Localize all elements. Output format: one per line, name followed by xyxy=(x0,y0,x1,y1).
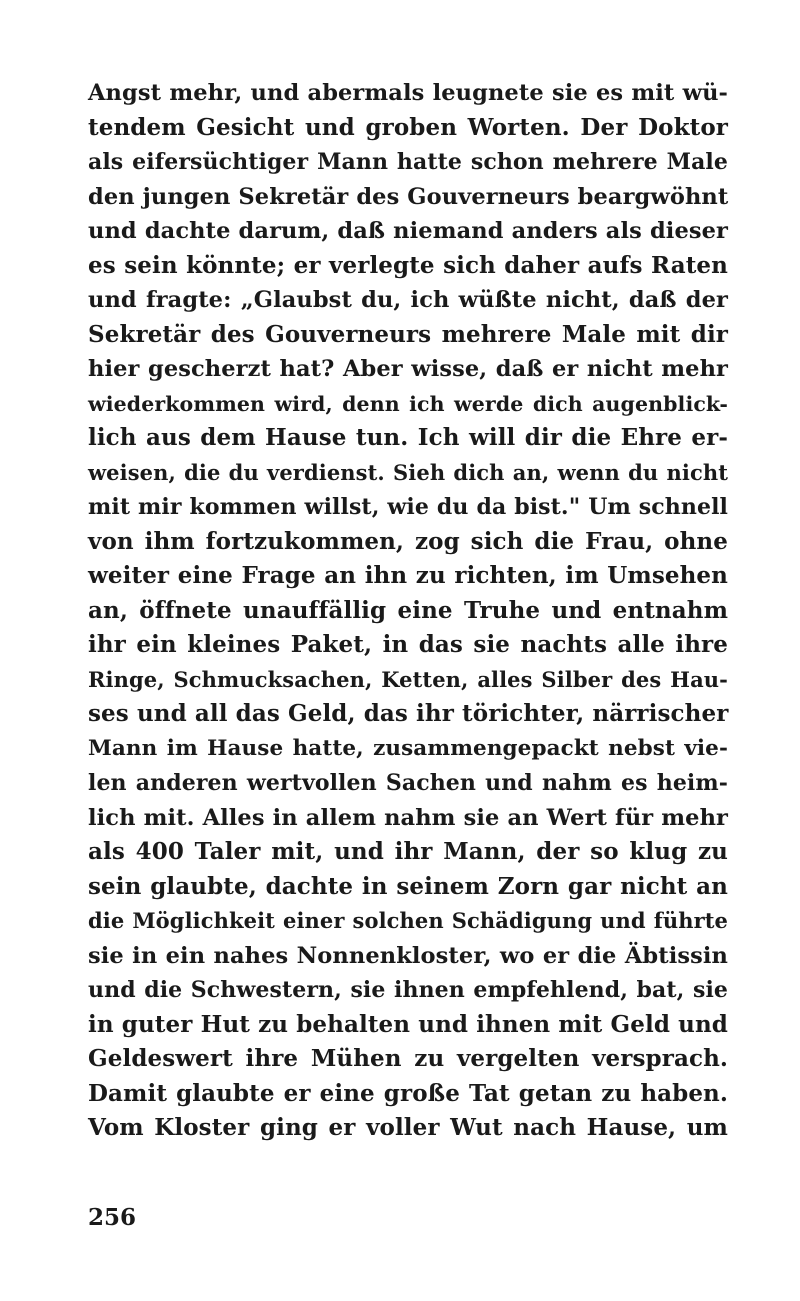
body-text xyxy=(88,76,728,1146)
text-line: Ringe, Schmucksachen, Ketten, alles Silber des Hau- xyxy=(88,666,728,692)
page-number: 256 xyxy=(88,1204,137,1231)
text-line: Damit glaubte er eine große Tat getan zu haben. xyxy=(88,1079,728,1107)
text-line: ihr ein kleines Paket, in das sie nachts alle ihre xyxy=(88,631,728,658)
text-line: ses und all das Geld, das ihr törichter, närrischer xyxy=(88,700,729,727)
text-line: len anderen wertvollen Sachen und nahm es heim- xyxy=(88,770,728,796)
text-line: von ihm fortzukommen, zog sich die Frau, ohne xyxy=(88,527,728,555)
text-line: Sekretär des Gouverneurs mehrere Male mit dir xyxy=(88,320,728,348)
text-line: und fragte: „Glaubst du, ich wüßte nicht, daß der xyxy=(88,287,728,313)
text-line: Mann im Hause hatte, zusammengepackt nebst vie- xyxy=(88,735,728,761)
text-line: Angst mehr, und abermals leugnete sie es mit wü- xyxy=(88,80,728,106)
text-line: als 400 Taler mit, und ihr Mann, der so klug zu xyxy=(88,838,728,865)
text-line: hier gescherzt hat? Aber wisse, daß er nicht mehr xyxy=(88,356,728,382)
text-line: wiederkommen wird, denn ich werde dich augenblick- xyxy=(88,391,728,416)
text-line: in guter Hut zu behalten und ihnen mit Geld und xyxy=(88,1010,728,1038)
text-line: mit mir kommen willst, wie du da bist." Um schnell xyxy=(88,494,728,520)
text-line: als eifersüchtiger Mann hatte schon mehrere Male xyxy=(88,149,728,175)
text-line: sein glaubte, dachte in seinem Zorn gar nicht an xyxy=(88,872,728,900)
text-line: lich mit. Alles in allem nahm sie an Wert für mehr xyxy=(88,804,728,831)
text-line: lich aus dem Hause tun. Ich will dir die Ehre er- xyxy=(88,424,728,451)
text-line: und die Schwestern, sie ihnen empfehlend, bat, sie xyxy=(88,977,728,1003)
text-line: den jungen Sekretär des Gouverneurs beargwöhnt xyxy=(88,183,729,210)
text-line: und dachte darum, daß niemand anders als dieser xyxy=(88,218,728,244)
text-line: sie in ein nahes Nonnenkloster, wo er die Äbtissin xyxy=(88,942,728,969)
text-line: Vom Kloster ging er voller Wut nach Hause, um xyxy=(88,1114,728,1141)
text-line: Geldeswert ihre Mühen zu vergelten versprach. xyxy=(88,1045,728,1072)
text-line: an, öffnete unauffällig eine Truhe und entnahm xyxy=(88,596,728,624)
text-line: tendem Gesicht und groben Worten. Der Doktor xyxy=(88,113,728,141)
text-line: weisen, die du verdienst. Sieh dich an, wenn du nicht xyxy=(88,459,728,485)
text-line: weiter eine Frage an ihn zu richten, im Umsehen xyxy=(88,562,728,589)
text-line: es sein könnte; er verlegte sich daher aufs Raten xyxy=(88,251,728,279)
text-line: die Möglichkeit einer solchen Schädigung und führte xyxy=(88,908,728,933)
